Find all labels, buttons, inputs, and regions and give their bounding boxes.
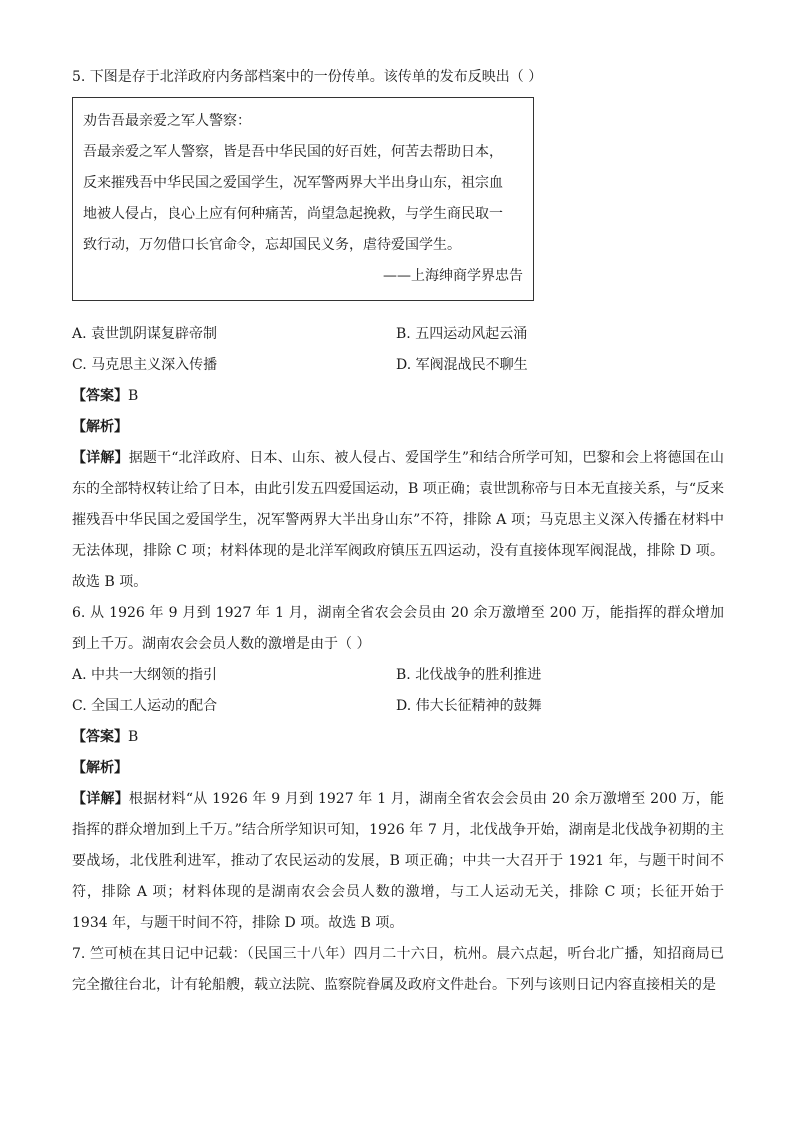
answer-value: B xyxy=(128,388,139,404)
analysis-heading: 【解析】 xyxy=(72,760,128,776)
answer-line: 【答案】B xyxy=(72,388,139,404)
option-d: D. 军阀混战民不聊生 xyxy=(396,357,528,373)
option-a: A. 中共一大纲领的指引 xyxy=(72,667,218,683)
question-7-stem: 7. 竺可桢在其日记中记载：（民国三十八年）四月二十六日，杭州。晨六点起，听台北广播，知招商局已完全撤往台北，计有轮船艘，载立法院、监察院眷属及政府文件赴台。下列与该则日记内容直接相关的是 xyxy=(72,946,724,993)
option-c: C. 全国工人运动的配合 xyxy=(72,698,218,714)
answer-line: 【答案】B xyxy=(72,729,139,745)
analysis-label: 解析 xyxy=(86,760,114,776)
option-d: D. 伟大长征精神的鼓舞 xyxy=(396,698,542,714)
question-6-stem: 6. 从 1926 年 9 月到 1927 年 1 月，湖南全省农会会员由 20 余万激增至 200 万，能指挥的群众增加到上千万。湖南农会会员人数的激增是由于（ ） xyxy=(72,605,724,652)
document-page xyxy=(72,62,724,1001)
question-5-options xyxy=(72,319,724,381)
detail-label: 详解 xyxy=(86,791,115,807)
detail-text: 据题干“北洋政府、日本、山东、被人侵占、爱国学生”和结合所学可知，巴黎和会上将德国在山东的全部特权转让给了日本，由此引发五四爱国运动，B 项正确；袁世凯称帝与日本无直接关系，与“反来摧残吾中华民国之爱国学生，况军警两界大半出身山东”不符，排除 A 项；马克思主义深入传播在材料中无法体现，排除 C 项；材料体现的是北洋军阀政府镇压五四运动，没有直接体现军阀混战，排除 D 项。故选 B 项。 xyxy=(72,450,725,590)
option-b: B. 北伐战争的胜利推进 xyxy=(396,667,542,683)
answer-label: 答案 xyxy=(86,388,114,404)
leaflet-line: 致行动，万勿借口长官命令，忘却国民义务，虐待爱国学生。 xyxy=(83,237,461,253)
leaflet-line: 地被人侵占，良心上应有何种痛苦，尚望急起挽救，与学生商民取一 xyxy=(83,206,503,222)
detail-text: 根据材料“从 1926 年 9 月到 1927 年 1 月，湖南全省农会会员由 20 余万激增至 200 万，能指挥的群众增加到上千万。”结合所学知识可知，1926 年 7 月，北伐战争开始，湖南是北伐战争初期的主要战场，北伐胜利进军，推动了农民运动的发展，B 项正确；中共一大召开于 1921 年，与题干时间不符，排除 A 项；材料体现的是湖南农会会员人数的激增，与工人运动无关，排除 C 项；长征开始于 1934 年，与题干时间不符，排除 D 项。故选 B 项。 xyxy=(72,791,725,931)
answer-label: 答案 xyxy=(86,729,114,745)
detail-paragraph: 【详解】根据材料“从 1926 年 9 月到 1927 年 1 月，湖南全省农会会员由 20 余万激增至 200 万，能指挥的群众增加到上千万。”结合所学知识可知，1926 年 7 月，北伐战争开始，湖南是北伐战争初期的主要战场，北伐胜利进军，推动了农民运动的发展，B 项正确；中共一大召开于 1921 年，与题干时间不符，排除 A 项；材料体现的是湖南农会会员人数的激增，与工人运动无关，排除 C 项；长征开始于 1934 年，与题干时间不符，排除 D 项。故选 B 项。 xyxy=(72,791,725,931)
detail-label: 详解 xyxy=(86,450,115,466)
leaflet-line: 吾最亲爱之军人警察，皆是吾中华民国的好百姓，何苦去帮助日本， xyxy=(83,144,503,160)
option-c: C. 马克思主义深入传播 xyxy=(72,357,218,373)
leaflet-signature: ——上海绅商学界忠告 xyxy=(383,268,523,284)
question-5-stem: 5. 下图是存于北洋政府内务部档案中的一份传单。该传单的发布反映出（ ） xyxy=(72,69,543,85)
question-6-options xyxy=(72,660,724,722)
analysis-heading: 【解析】 xyxy=(72,419,128,435)
leaflet-box xyxy=(72,97,534,301)
leaflet-line: 反来摧残吾中华民国之爱国学生，况军警两界大半出身山东，祖宗血 xyxy=(83,175,503,191)
answer-value: B xyxy=(128,729,139,745)
analysis-label: 解析 xyxy=(86,419,114,435)
leaflet-title: 劝告吾最亲爱之军人警察： xyxy=(83,113,251,129)
option-b: B. 五四运动风起云涌 xyxy=(396,326,528,342)
detail-paragraph: 【详解】据题干“北洋政府、日本、山东、被人侵占、爱国学生”和结合所学可知，巴黎和会上将德国在山东的全部特权转让给了日本，由此引发五四爱国运动，B 项正确；袁世凯称帝与日本无直接关系，与“反来摧残吾中华民国之爱国学生，况军警两界大半出身山东”不符，排除 A 项；马克思主义深入传播在材料中无法体现，排除 C 项；材料体现的是北洋军阀政府镇压五四运动，没有直接体现军阀混战，排除 D 项。故选 B 项。 xyxy=(72,450,725,590)
option-a: A. 袁世凯阴谋复辟帝制 xyxy=(72,326,218,342)
